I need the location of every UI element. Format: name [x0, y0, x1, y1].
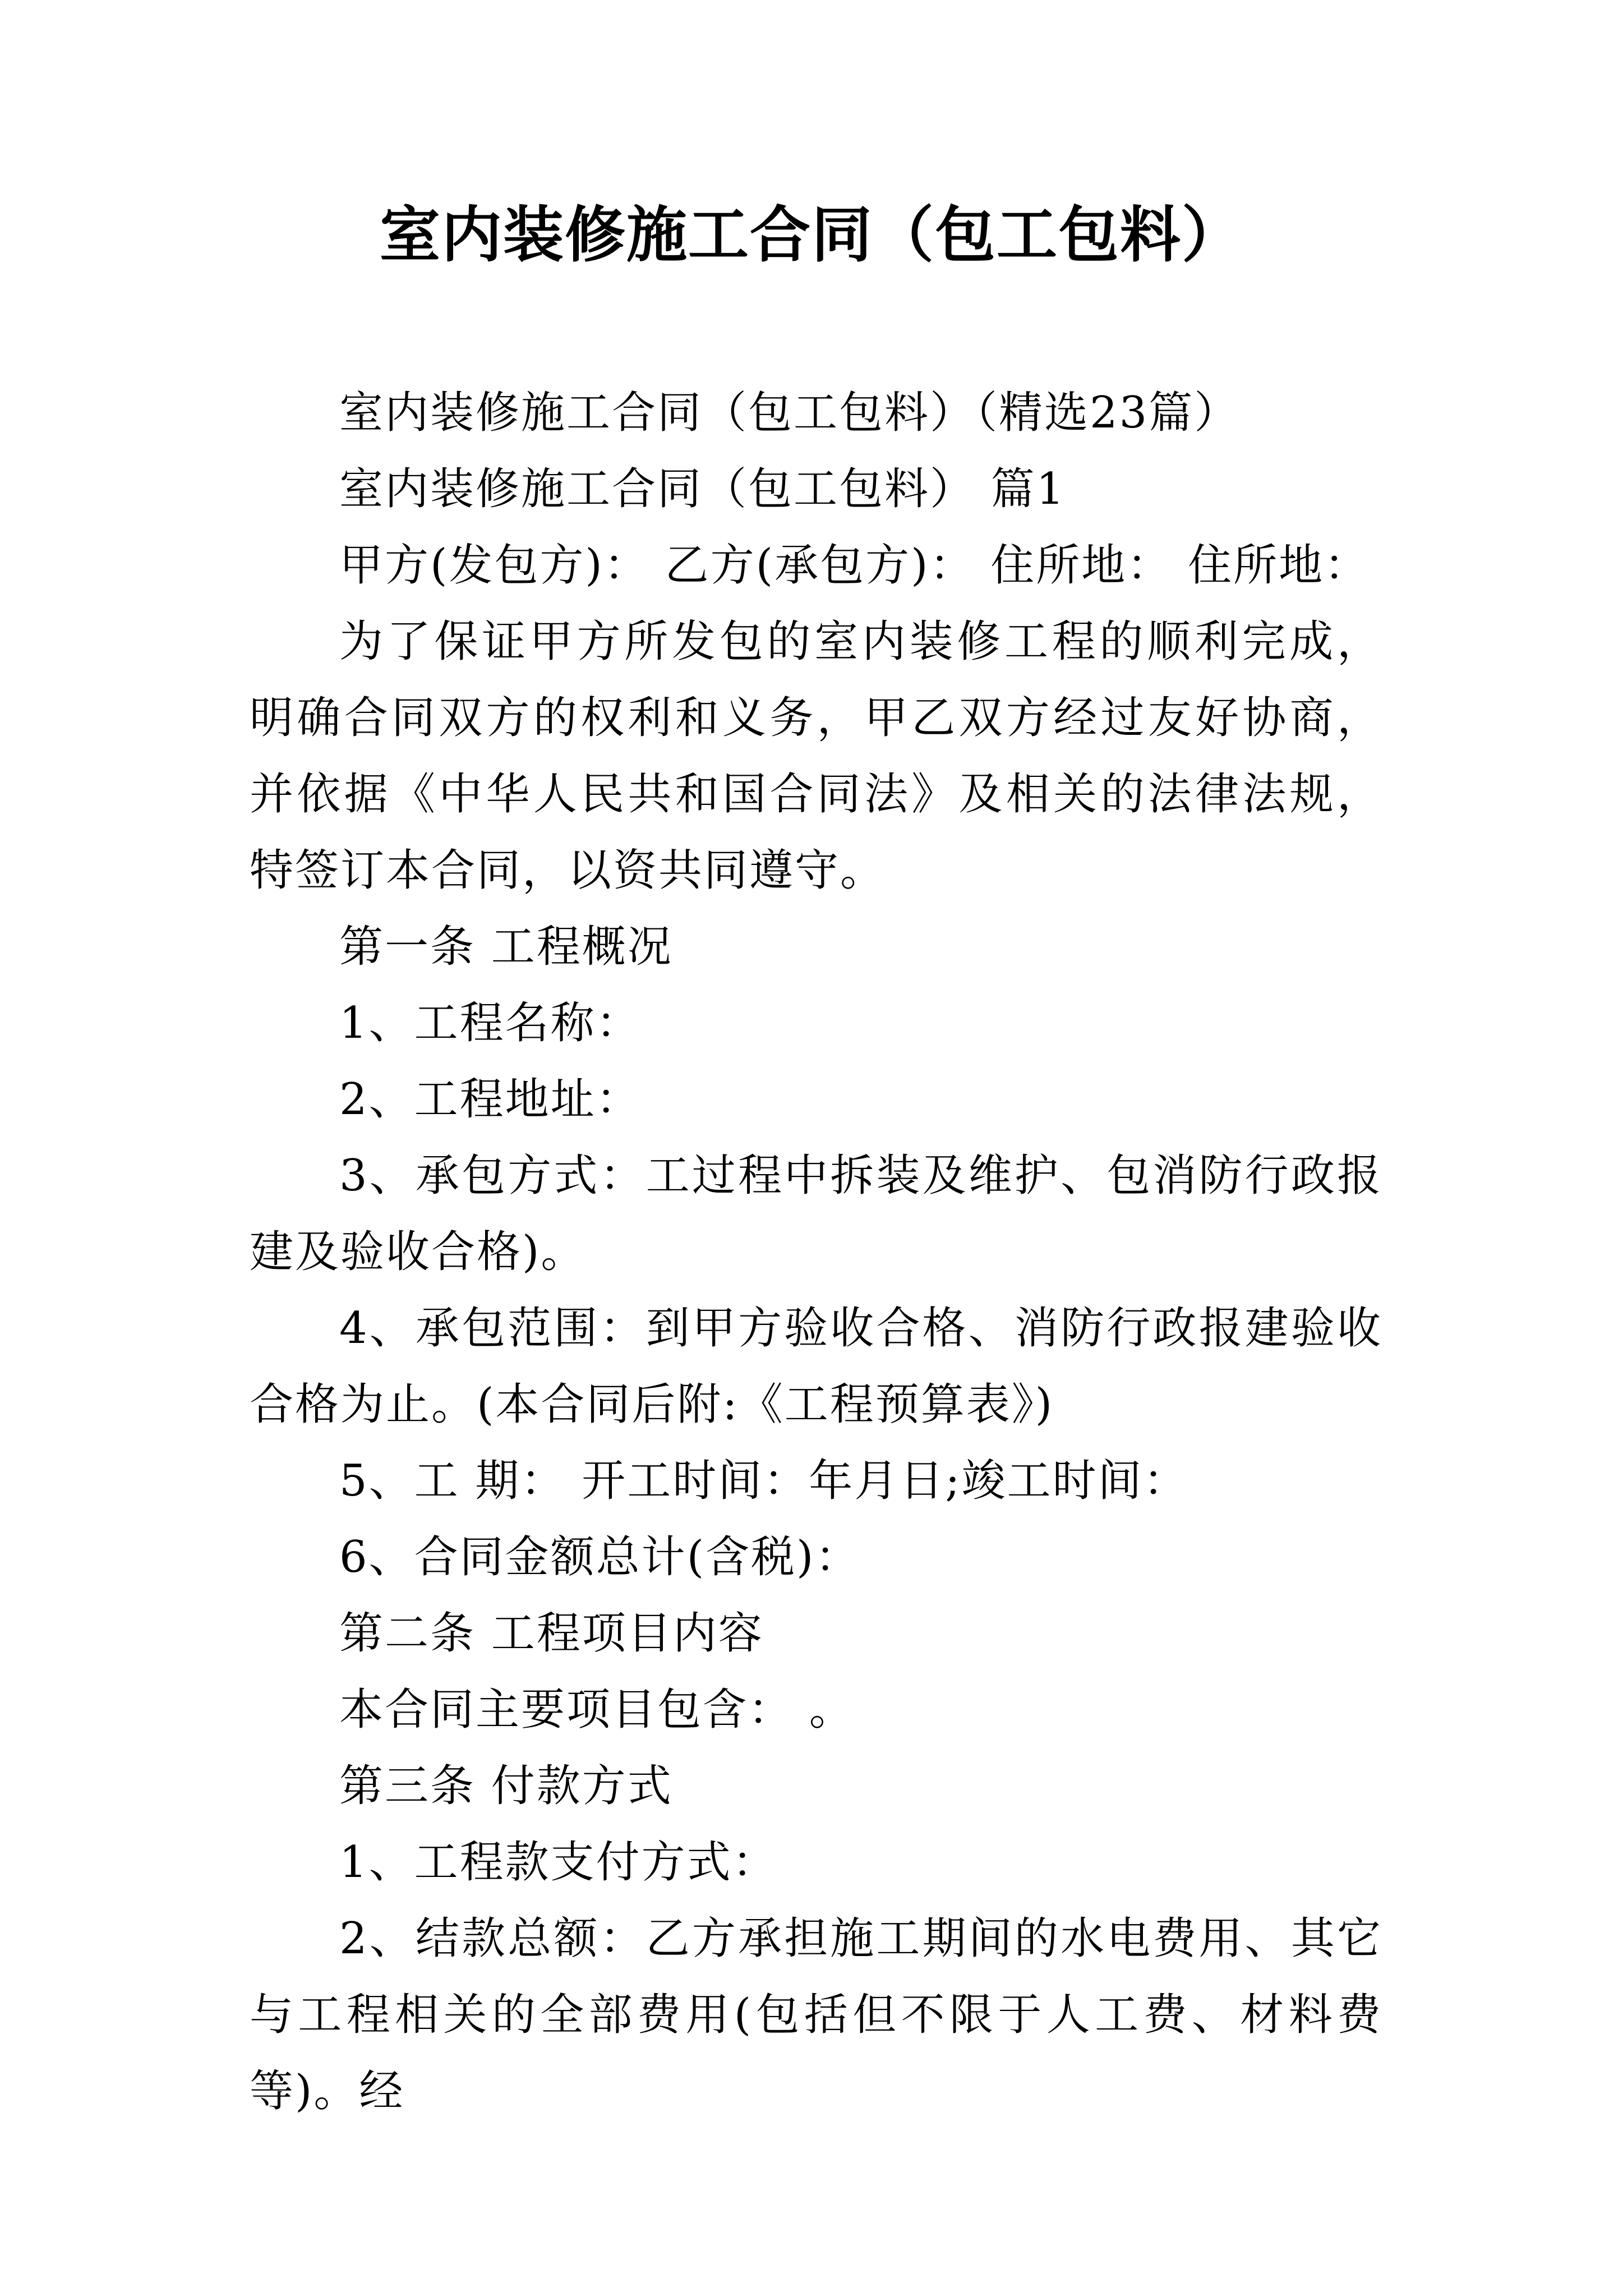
paragraph-item: 4、承包范围：到甲方验收合格、消防行政报建验收合格为止。(本合同后附:《工程预算表》) [250, 1303, 1382, 1430]
paragraph-preamble: 为了保证甲方所发包的室内装修工程的顺利完成，明确合同双方的权利和义务，甲乙双方经过友好协商，并依据《中华人民共和国合同法》及相关的法律法规，特签订本合同，以资共同遵守。 [250, 616, 1382, 896]
paragraph-item: 2、工程地址： [339, 1074, 642, 1125]
paragraph-article-3: 第三条 付款方式 [339, 1761, 673, 1811]
document-body [250, 375, 1382, 2129]
paragraph-item: 6、合同金额总计(含税)： [339, 1532, 861, 1582]
paragraph-parties: 甲方(发包方)： 乙方(承包方)： 住所地： 住所地： [339, 540, 1370, 591]
paragraph-subtitle: 室内装修施工合同（包工包料）（精选23篇） [339, 388, 1240, 438]
paragraph-item: 本合同主要项目包含： 。 [339, 1685, 855, 1735]
paragraph-item: 3、承包方式：工过程中拆装及维护、包消防行政报建及验收合格)。 [250, 1151, 1382, 1277]
paragraph-article-2: 第二条 工程项目内容 [339, 1608, 764, 1659]
document-title: 室内装修施工合同（包工包料） [379, 200, 1243, 270]
paragraph-article-1: 第一条 工程概况 [339, 922, 673, 972]
paragraph-item: 2、结款总额：乙方承担施工期间的水电费用、其它与工程相关的全部费用(包括但不限于人工费、材料费等)。经 [250, 1913, 1382, 2116]
paragraph-item: 1、工程款支付方式： [339, 1837, 778, 1888]
paragraph-section-heading: 室内装修施工合同（包工包料） 篇1 [339, 464, 1066, 514]
paragraph-item: 5、工 期： 开工时间：年月日;竣工时间： [339, 1456, 1189, 1506]
paragraph-item: 1、工程名称： [339, 998, 642, 1048]
